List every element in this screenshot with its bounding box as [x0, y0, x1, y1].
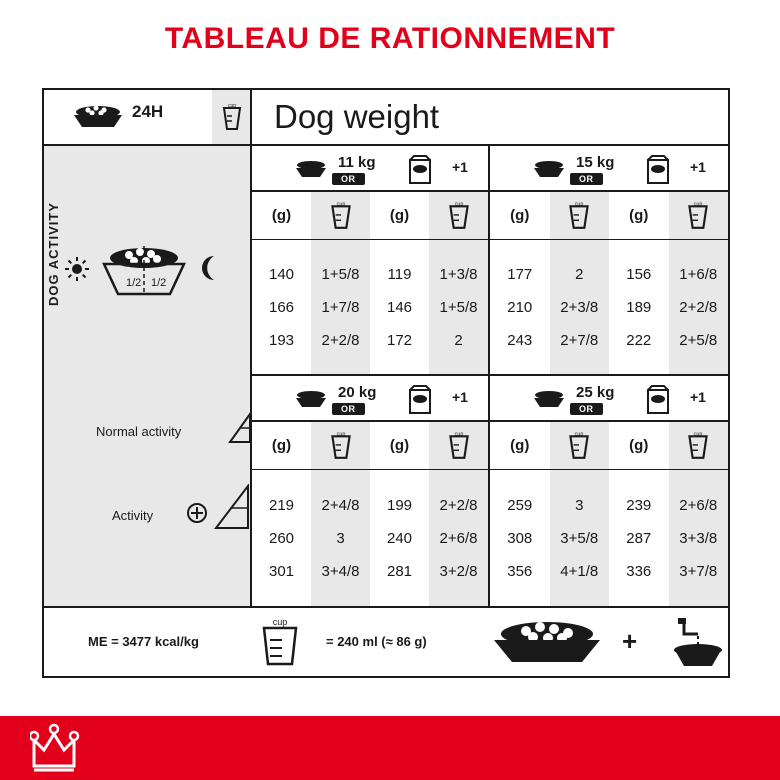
table-header: [44, 90, 728, 146]
cell-value: 1+5/8: [439, 298, 478, 316]
unit-label: (g): [510, 437, 530, 454]
unit-cell-cup: [669, 422, 729, 469]
unit-header-row: [252, 422, 488, 470]
cell-value: 2+5/8: [679, 331, 718, 349]
food-bowl-icon: [482, 620, 612, 668]
weight-row-1: [252, 146, 728, 376]
cell-value: 2: [454, 331, 463, 349]
unit-label: (g): [629, 207, 649, 224]
cell-value: 177: [507, 265, 533, 283]
cup-icon: [567, 431, 591, 461]
cell-value: 239: [626, 496, 652, 514]
values-col-g: [370, 470, 429, 606]
svg-text:1/2: 1/2: [151, 277, 167, 289]
cell-value: 2: [575, 265, 584, 283]
cell-value: 240: [386, 529, 413, 547]
values-col-g: [609, 240, 669, 374]
unit-label: (g): [389, 437, 410, 454]
weight-block-20kg: [252, 376, 490, 606]
cell-value: 1+5/8: [321, 265, 360, 283]
weight-value: 20 kg: [338, 384, 377, 401]
svg-text:cup: cup: [454, 430, 463, 437]
cell-value: 281: [386, 562, 413, 580]
cup-icon: [329, 201, 353, 231]
cell-value: 193: [268, 331, 295, 349]
cell-value: 3+4/8: [321, 562, 360, 580]
unit-cell-cup: [311, 422, 370, 469]
values-col-cup: [550, 240, 610, 374]
water-bowl-icon: [664, 616, 734, 670]
cell-value: 260: [268, 529, 295, 547]
cell-value: 308: [507, 529, 533, 547]
plus-sign: +: [622, 626, 638, 656]
values-col-g: [490, 470, 550, 606]
weight-blocks: [252, 146, 728, 606]
weight-bar: [490, 376, 728, 422]
unit-header-row: [252, 192, 488, 240]
unit-label: (g): [271, 207, 292, 224]
cell-value: 222: [626, 331, 652, 349]
weight-block-25kg: [490, 376, 728, 606]
cell-value: 1+3/8: [439, 265, 478, 283]
unit-cell-g: [609, 422, 669, 469]
cell-value: 259: [507, 496, 533, 514]
cell-value: 1+7/8: [321, 298, 360, 316]
unit-cell-cup: [550, 422, 610, 469]
cell-value: 172: [386, 331, 413, 349]
values-col-g: [252, 470, 311, 606]
unit-cell-g: [490, 422, 550, 469]
values-col-g: [490, 240, 550, 374]
weight-bar: [252, 376, 488, 422]
unit-cell-cup: [429, 422, 488, 469]
weight-value: 11 kg: [338, 154, 376, 171]
unit-cell-g: [252, 422, 311, 469]
or-pill: OR: [570, 403, 603, 415]
cell-value: 301: [268, 562, 295, 580]
cell-value: 189: [626, 298, 652, 316]
cell-value: 2+2/8: [321, 331, 360, 349]
cell-value: 3+5/8: [560, 529, 599, 547]
sun-icon: [64, 256, 90, 282]
svg-text:1/2: 1/2: [126, 277, 142, 289]
unit-label: (g): [629, 437, 649, 454]
cup-icon: [329, 431, 353, 461]
cell-value: 2+2/8: [439, 496, 478, 514]
plus-one-label: +1: [452, 159, 468, 175]
weight-block-11kg: [252, 146, 490, 374]
unit-header-row: [490, 422, 728, 470]
unit-label: (g): [510, 207, 530, 224]
cell-value: 287: [626, 529, 652, 547]
cell-value: 336: [626, 562, 652, 580]
weight-row-2: [252, 376, 728, 606]
cup-icon: [221, 104, 243, 132]
cell-value: 4+1/8: [560, 562, 599, 580]
24h-label: 24H: [132, 102, 164, 121]
values-col-cup: [669, 470, 729, 606]
cup-icon: [447, 431, 471, 461]
cell-value: 356: [507, 562, 533, 580]
measuring-cup-icon: [242, 616, 314, 670]
bowl-small-icon: [530, 158, 568, 180]
cell-value: 2+6/8: [679, 496, 718, 514]
cup-icon: [447, 201, 471, 231]
or-pill: OR: [570, 173, 603, 185]
moon-icon: [196, 254, 222, 282]
svg-text:cup: cup: [454, 200, 463, 207]
values-body: [252, 470, 488, 606]
cell-value: 166: [268, 298, 295, 316]
plus-one-label: +1: [690, 389, 706, 405]
values-body: [252, 240, 488, 374]
plus-circle-icon: [186, 502, 208, 524]
cell-value: 3+7/8: [679, 562, 718, 580]
cell-value: 156: [626, 265, 652, 283]
weight-bar: [252, 146, 488, 192]
activity-triangle-large-icon: [214, 484, 252, 532]
activity-triangle-icon: [228, 412, 252, 444]
activity-plus-label: Activity: [112, 508, 154, 523]
header-cup-cell: [212, 90, 252, 144]
brand-band: [0, 716, 780, 780]
feeding-table: [42, 88, 730, 678]
plus-one-label: +1: [690, 159, 706, 175]
unit-label: (g): [271, 437, 292, 454]
plus-one-label: +1: [452, 389, 468, 405]
cell-value: 210: [507, 298, 533, 316]
values-col-cup: [311, 240, 370, 374]
cell-value: 2+3/8: [560, 298, 599, 316]
bowl-small-icon: [530, 388, 568, 410]
cell-value: 3: [336, 529, 345, 547]
or-pill: OR: [332, 173, 365, 185]
weight-value: 15 kg: [576, 154, 615, 171]
unit-cell-g: [490, 192, 550, 239]
bowl-icon: [68, 102, 128, 132]
values-col-cup: [550, 470, 610, 606]
cell-value: 2+2/8: [679, 298, 718, 316]
unit-cell-cup: [429, 192, 488, 239]
dog-activity-label: DOG ACTIVITY: [46, 202, 61, 306]
bowl-small-icon: [292, 388, 330, 410]
svg-text:cup: cup: [574, 430, 584, 437]
weight-bar: [490, 146, 728, 192]
dog-activity-column: [44, 146, 252, 606]
table-footer: [44, 606, 728, 676]
unit-cell-g: [370, 422, 429, 469]
values-col-cup: [669, 240, 729, 374]
page-title: TABLEAU DE RATIONNEMENT: [164, 22, 616, 55]
bag-icon: [642, 385, 674, 415]
cell-value: 119: [387, 265, 412, 283]
svg-text:cup: cup: [574, 200, 584, 207]
unit-cell-g: [609, 192, 669, 239]
cell-value: 2+7/8: [560, 331, 599, 349]
svg-text:cup: cup: [336, 200, 345, 207]
or-pill: OR: [332, 403, 365, 415]
values-body: [490, 240, 728, 374]
cell-value: 243: [507, 331, 533, 349]
24h-header-cell: [44, 90, 212, 144]
split-bowl-icon: [96, 238, 192, 308]
cell-value: 199: [386, 496, 413, 514]
svg-text:cup: cup: [272, 617, 288, 627]
royal-canin-crown-logo: [30, 720, 92, 776]
svg-text:cup: cup: [693, 200, 703, 207]
cell-value: 146: [386, 298, 413, 316]
values-col-cup: [429, 470, 488, 606]
svg-text:cup: cup: [693, 430, 703, 437]
cell-value: 3+3/8: [679, 529, 718, 547]
cell-value: 140: [268, 265, 295, 283]
bag-icon: [642, 155, 674, 185]
unit-label: (g): [389, 207, 410, 224]
cell-value: 1+6/8: [679, 265, 718, 283]
weight-value: 25 kg: [576, 384, 615, 401]
bowl-small-icon: [292, 158, 330, 180]
dog-weight-title: Dog weight: [274, 98, 440, 135]
unit-cell-cup: [550, 192, 610, 239]
weight-block-15kg: [490, 146, 728, 374]
me-value: ME = 3477 kcal/kg: [88, 634, 199, 649]
cup-icon: [686, 201, 710, 231]
cup-icon: [567, 201, 591, 231]
values-col-cup: [311, 470, 370, 606]
values-col-g: [252, 240, 311, 374]
cell-value: 3+2/8: [439, 562, 478, 580]
unit-header-row: [490, 192, 728, 240]
values-body: [490, 470, 728, 606]
svg-text:cup: cup: [336, 430, 345, 437]
bag-icon: [404, 385, 436, 415]
unit-cell-cup: [311, 192, 370, 239]
svg-text:cup: cup: [227, 104, 237, 109]
cell-value: 219: [268, 496, 295, 514]
cell-value: 2+6/8: [439, 529, 478, 547]
cup-equivalence: = 240 ml (≈ 86 g): [326, 634, 427, 649]
cup-icon: [686, 431, 710, 461]
unit-cell-g: [252, 192, 311, 239]
values-col-g: [609, 470, 669, 606]
bag-icon: [404, 155, 436, 185]
unit-cell-cup: [669, 192, 729, 239]
cell-value: 2+4/8: [321, 496, 360, 514]
cell-value: 3: [575, 496, 584, 514]
unit-cell-g: [370, 192, 429, 239]
normal-activity-label: Normal activity: [96, 424, 182, 439]
values-col-cup: [429, 240, 488, 374]
values-col-g: [370, 240, 429, 374]
